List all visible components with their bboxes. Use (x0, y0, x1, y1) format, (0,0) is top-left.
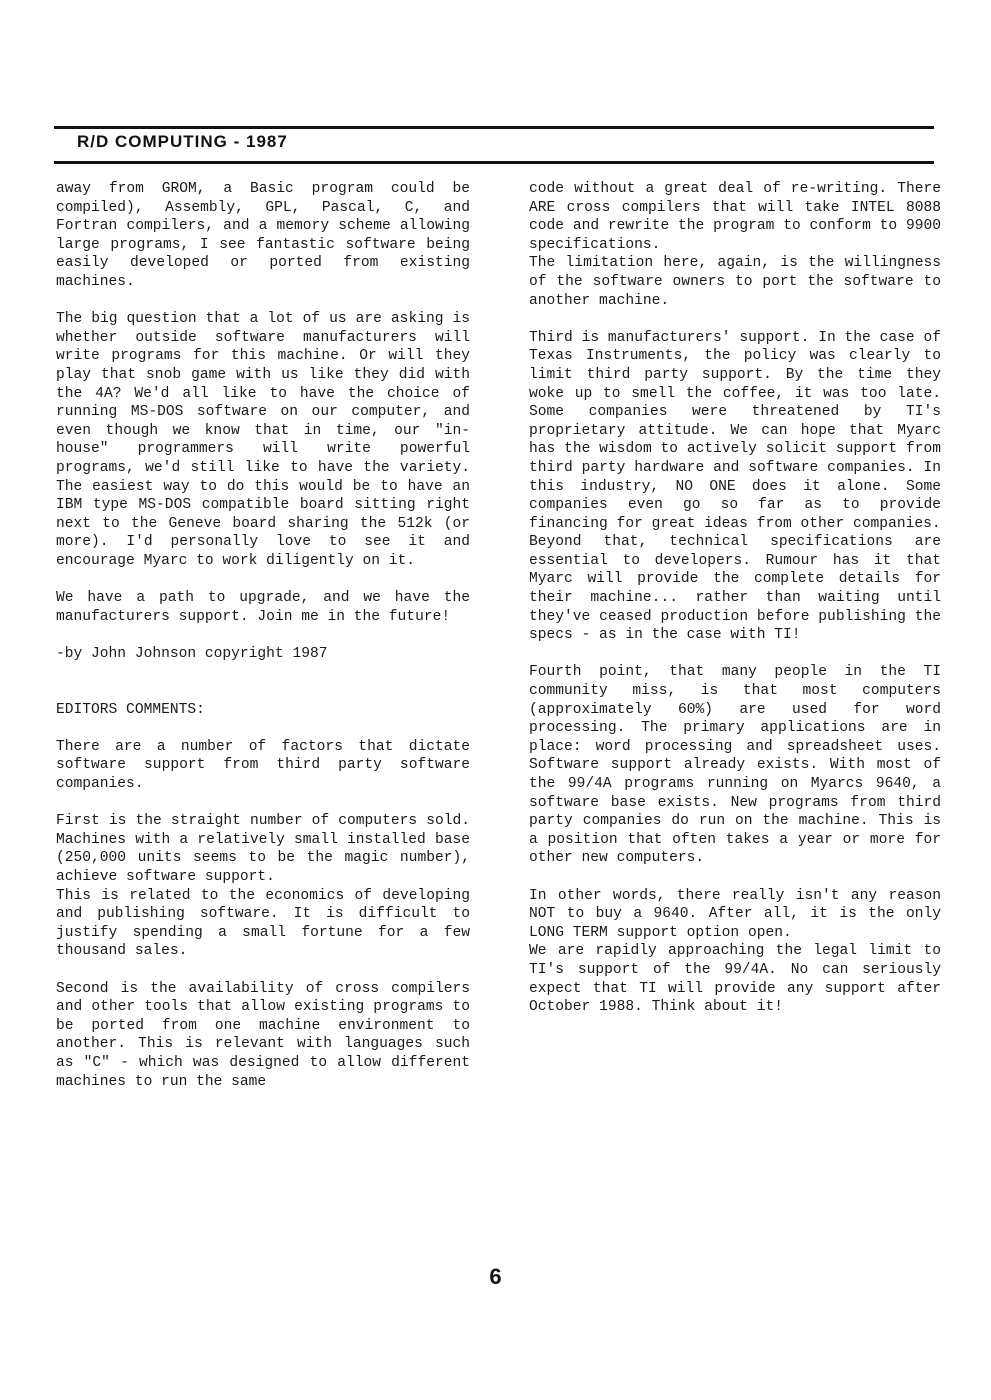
paragraph: Fourth point, that many people in the TI community miss, is that most computers (approximately 60%) are used for word processing. The primary applications are in place: word processing and spreadsheet uses. Software support already exists. With most of the 99/4A programs running on Myarcs 9640, a software base exists. New programs from third party companies do run on the machine. This is a position that often takes a year or more for other new computers. (529, 664, 941, 867)
section-heading: EDITORS COMMENTS: (56, 701, 205, 718)
header-title: R/D COMPUTING - 1987 (77, 132, 288, 151)
header-rule-bottom (54, 161, 934, 164)
paragraph: Beyond that, technical specifications are essential to developers. Rumour has it that Myarc will provide the complete details for their machine... rather than waiting until they've ceased production before publishing the specs - as in the case with TI! (529, 534, 941, 644)
right-column (529, 180, 941, 1035)
paragraph: We are rapidly approaching the legal limit to TI's support of the 99/4A. No can seriously expect that TI will provide any support after October 1988. Think about it! (529, 943, 941, 1016)
paragraph: First is the straight number of computers sold. Machines with a relatively small installed base (250,000 units seems to be the magic number), achieve software support. (56, 813, 470, 885)
paragraph: This is related to the economics of developing and publishing software. It is difficult to justify spending a small fortune for a few thousand sales. (56, 887, 470, 960)
spacer (56, 682, 470, 701)
paragraph: We have a path to upgrade, and we have the manufacturers support. Join me in the future! (56, 590, 470, 625)
left-column (56, 180, 470, 1110)
paragraph: code without a great deal of re-writing. There ARE cross compilers that will take INTEL 8088 code and rewrite the program to conform to 9900 specifications. (529, 181, 941, 253)
paragraph: Second is the availability of cross compilers and other tools that allow existing programs to be ported from one machine environment to another. This is relevant with languages such as "C" - which was designed to allow different machines to run the same (56, 980, 470, 1090)
paragraph: The big question that a lot of us are asking is whether outside software manufacturers will write programs for this machine. Or will they play that snob game with us like they did with the 4A? We'd all like to have the choice of running MS-DOS software on our computer, and even though we know that in time, our "in-house" programmers will write powerful programs, we'd still like to have the variety. The easiest way to do this would be to have an IBM type MS-DOS compatible board sitting right next to the Geneve board sharing the 512k (or more). I'd personally love to see it and encourage Myarc to work diligently on it. (56, 311, 470, 569)
paragraph: There are a number of factors that dictate software support from third party software companies. (56, 738, 470, 792)
paragraph: Third is manufacturers' support. In the case of Texas Instruments, the policy was clearly to limit third party support. By the time they woke up to smell the coffee, it was too late. Some companies were threatened by TI's proprietary attitude. We can hope that Myarc has the wisdom to actively solicit support from third party hardware and software companies. In this industry, NO ONE does it alone. Some companies even go so far as to provide financing for great ideas from other companies. (529, 329, 941, 532)
header-rule-top (54, 126, 934, 129)
byline: -by John Johnson copyright 1987 (56, 645, 328, 662)
paragraph: away from GROM, a Basic program could be compiled), Assembly, GPL, Pascal, C, and Fortran compilers, and a memory scheme allowing large programs, I see fantastic software being easily developed or ported from existing machines. (56, 181, 470, 290)
paragraph: In other words, there really isn't any reason NOT to buy a 9640. After all, it is the only LONG TERM support option open. (529, 887, 941, 941)
page-number: 6 (489, 1264, 502, 1289)
paragraph: The limitation here, again, is the willingness of the software owners to port the software to another machine. (529, 255, 941, 309)
